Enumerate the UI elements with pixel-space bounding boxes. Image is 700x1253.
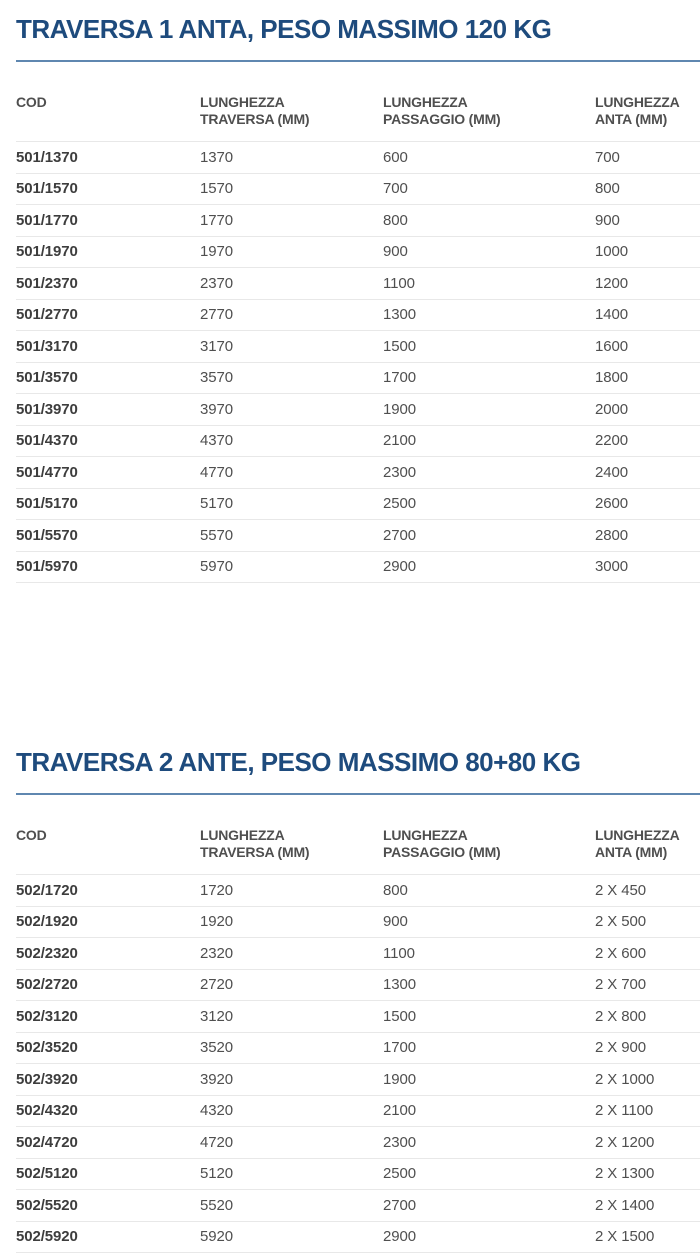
table-row <box>16 394 700 426</box>
cell-lunghezza-traversa: 4720 <box>200 1127 383 1159</box>
spec-table-2-ante <box>16 795 700 1253</box>
cell-cod: 502/3520 <box>16 1032 200 1064</box>
col-header-label: LUNGHEZZA ANTA (MM) <box>595 827 680 860</box>
cell-lunghezza-passaggio: 700 <box>383 173 595 205</box>
table-row <box>16 1064 700 1096</box>
cell-lunghezza-passaggio: 2500 <box>383 1158 595 1190</box>
cell-lunghezza-traversa: 2770 <box>200 299 383 331</box>
cell-lunghezza-passaggio: 1500 <box>383 331 595 363</box>
header-row <box>16 62 700 142</box>
cell-lunghezza-anta: 2600 <box>595 488 700 520</box>
col-header-label: COD <box>16 827 47 843</box>
cell-cod: 501/1770 <box>16 205 200 237</box>
col-header-label: LUNGHEZZA PASSAGGIO (MM) <box>383 94 501 127</box>
cell-lunghezza-traversa: 3120 <box>200 1001 383 1033</box>
cell-lunghezza-traversa: 3970 <box>200 394 383 426</box>
col-header-lunghezza-anta <box>595 62 700 142</box>
cell-lunghezza-passaggio: 2500 <box>383 488 595 520</box>
cell-cod: 502/5120 <box>16 1158 200 1190</box>
cell-lunghezza-traversa: 1970 <box>200 236 383 268</box>
cell-lunghezza-anta: 2 X 500 <box>595 906 700 938</box>
cell-lunghezza-anta: 2 X 1100 <box>595 1095 700 1127</box>
table-row <box>16 205 700 237</box>
col-header-label: LUNGHEZZA ANTA (MM) <box>595 94 680 127</box>
cell-lunghezza-anta: 2 X 1000 <box>595 1064 700 1096</box>
cell-lunghezza-passaggio: 2700 <box>383 520 595 552</box>
cell-lunghezza-anta: 2800 <box>595 520 700 552</box>
cell-cod: 502/4720 <box>16 1127 200 1159</box>
cell-lunghezza-anta: 1600 <box>595 331 700 363</box>
cell-lunghezza-passaggio: 1100 <box>383 938 595 970</box>
cell-cod: 502/5520 <box>16 1190 200 1222</box>
section-traversa-1-anta <box>16 0 700 583</box>
cell-lunghezza-anta: 2 X 600 <box>595 938 700 970</box>
cell-lunghezza-anta: 2 X 700 <box>595 969 700 1001</box>
cell-cod: 501/2370 <box>16 268 200 300</box>
table-row <box>16 875 700 907</box>
cell-lunghezza-traversa: 5520 <box>200 1190 383 1222</box>
cell-lunghezza-anta: 700 <box>595 142 700 174</box>
cell-lunghezza-passaggio: 2100 <box>383 425 595 457</box>
table-row <box>16 173 700 205</box>
cell-lunghezza-passaggio: 800 <box>383 875 595 907</box>
cell-cod: 502/3120 <box>16 1001 200 1033</box>
cell-lunghezza-anta: 2400 <box>595 457 700 489</box>
cell-lunghezza-traversa: 3170 <box>200 331 383 363</box>
table-row <box>16 236 700 268</box>
section-title: TRAVERSA 2 ANTE, PESO MASSIMO 80+80 KG <box>16 747 581 777</box>
cell-lunghezza-passaggio: 2300 <box>383 1127 595 1159</box>
col-header-lunghezza-traversa <box>200 62 383 142</box>
cell-lunghezza-passaggio: 2900 <box>383 1221 595 1253</box>
cell-lunghezza-passaggio: 1700 <box>383 362 595 394</box>
cell-lunghezza-traversa: 1720 <box>200 875 383 907</box>
cell-lunghezza-anta: 2 X 1300 <box>595 1158 700 1190</box>
cell-lunghezza-anta: 2 X 800 <box>595 1001 700 1033</box>
cell-lunghezza-passaggio: 600 <box>383 142 595 174</box>
table-row <box>16 1095 700 1127</box>
cell-lunghezza-passaggio: 900 <box>383 906 595 938</box>
cell-lunghezza-traversa: 1920 <box>200 906 383 938</box>
cell-lunghezza-passaggio: 1700 <box>383 1032 595 1064</box>
table-row <box>16 362 700 394</box>
cell-lunghezza-anta: 2 X 1500 <box>595 1221 700 1253</box>
cell-lunghezza-traversa: 1570 <box>200 173 383 205</box>
cell-cod: 501/5570 <box>16 520 200 552</box>
table-row <box>16 551 700 583</box>
cell-lunghezza-traversa: 4770 <box>200 457 383 489</box>
cell-cod: 502/1720 <box>16 875 200 907</box>
cell-lunghezza-traversa: 2370 <box>200 268 383 300</box>
col-header-lunghezza-passaggio <box>383 62 595 142</box>
cell-lunghezza-anta: 1200 <box>595 268 700 300</box>
col-header-label: LUNGHEZZA TRAVERSA (MM) <box>200 827 310 860</box>
cell-lunghezza-traversa: 3920 <box>200 1064 383 1096</box>
cell-lunghezza-passaggio: 800 <box>383 205 595 237</box>
cell-lunghezza-traversa: 2320 <box>200 938 383 970</box>
cell-lunghezza-passaggio: 1300 <box>383 969 595 1001</box>
cell-cod: 502/3920 <box>16 1064 200 1096</box>
cell-lunghezza-traversa: 4320 <box>200 1095 383 1127</box>
cell-cod: 501/3570 <box>16 362 200 394</box>
cell-lunghezza-anta: 2000 <box>595 394 700 426</box>
cell-lunghezza-passaggio: 1900 <box>383 394 595 426</box>
col-header-lunghezza-traversa <box>200 795 383 875</box>
cell-cod: 502/2720 <box>16 969 200 1001</box>
cell-lunghezza-passaggio: 2700 <box>383 1190 595 1222</box>
cell-lunghezza-traversa: 5120 <box>200 1158 383 1190</box>
col-header-label: LUNGHEZZA PASSAGGIO (MM) <box>383 827 501 860</box>
table-row <box>16 331 700 363</box>
cell-lunghezza-traversa: 3570 <box>200 362 383 394</box>
table-row <box>16 268 700 300</box>
cell-cod: 501/4370 <box>16 425 200 457</box>
cell-lunghezza-passaggio: 1100 <box>383 268 595 300</box>
table-row <box>16 1001 700 1033</box>
section-title: TRAVERSA 1 ANTA, PESO MASSIMO 120 KG <box>16 14 552 44</box>
cell-cod: 501/5170 <box>16 488 200 520</box>
table-row <box>16 1032 700 1064</box>
cell-lunghezza-passaggio: 2300 <box>383 457 595 489</box>
col-header-cod <box>16 62 200 142</box>
table-row <box>16 1158 700 1190</box>
table-row <box>16 969 700 1001</box>
cell-cod: 501/5970 <box>16 551 200 583</box>
col-header-cod <box>16 795 200 875</box>
cell-lunghezza-passaggio: 1900 <box>383 1064 595 1096</box>
cell-cod: 501/1370 <box>16 142 200 174</box>
cell-lunghezza-traversa: 3520 <box>200 1032 383 1064</box>
cell-lunghezza-anta: 2 X 1200 <box>595 1127 700 1159</box>
cell-cod: 501/1570 <box>16 173 200 205</box>
cell-cod: 501/4770 <box>16 457 200 489</box>
cell-lunghezza-anta: 900 <box>595 205 700 237</box>
cell-cod: 501/3170 <box>16 331 200 363</box>
cell-lunghezza-anta: 800 <box>595 173 700 205</box>
cell-cod: 502/2320 <box>16 938 200 970</box>
table-body <box>16 142 700 583</box>
cell-lunghezza-anta: 2 X 450 <box>595 875 700 907</box>
table-row <box>16 299 700 331</box>
cell-lunghezza-anta: 2 X 1400 <box>595 1190 700 1222</box>
table-row <box>16 142 700 174</box>
header-row <box>16 795 700 875</box>
table-row <box>16 1127 700 1159</box>
table-row <box>16 906 700 938</box>
cell-lunghezza-passaggio: 900 <box>383 236 595 268</box>
col-header-label: LUNGHEZZA TRAVERSA (MM) <box>200 94 310 127</box>
cell-lunghezza-traversa: 5570 <box>200 520 383 552</box>
cell-lunghezza-passaggio: 1300 <box>383 299 595 331</box>
cell-lunghezza-anta: 1000 <box>595 236 700 268</box>
section-traversa-2-ante <box>16 733 700 1253</box>
cell-lunghezza-passaggio: 2900 <box>383 551 595 583</box>
cell-lunghezza-passaggio: 1500 <box>383 1001 595 1033</box>
table-row <box>16 1221 700 1253</box>
table-row <box>16 457 700 489</box>
col-header-lunghezza-anta <box>595 795 700 875</box>
cell-lunghezza-traversa: 5170 <box>200 488 383 520</box>
col-header-lunghezza-passaggio <box>383 795 595 875</box>
cell-lunghezza-anta: 1400 <box>595 299 700 331</box>
cell-lunghezza-traversa: 5970 <box>200 551 383 583</box>
spec-table-1-anta <box>16 62 700 583</box>
cell-cod: 502/4320 <box>16 1095 200 1127</box>
cell-cod: 501/3970 <box>16 394 200 426</box>
cell-lunghezza-traversa: 1370 <box>200 142 383 174</box>
cell-cod: 501/1970 <box>16 236 200 268</box>
cell-lunghezza-anta: 3000 <box>595 551 700 583</box>
cell-cod: 501/2770 <box>16 299 200 331</box>
table-row <box>16 938 700 970</box>
cell-lunghezza-traversa: 1770 <box>200 205 383 237</box>
cell-lunghezza-passaggio: 2100 <box>383 1095 595 1127</box>
table-row <box>16 425 700 457</box>
cell-lunghezza-anta: 1800 <box>595 362 700 394</box>
cell-cod: 502/1920 <box>16 906 200 938</box>
table-row <box>16 520 700 552</box>
cell-lunghezza-anta: 2200 <box>595 425 700 457</box>
cell-lunghezza-anta: 2 X 900 <box>595 1032 700 1064</box>
cell-lunghezza-traversa: 2720 <box>200 969 383 1001</box>
cell-cod: 502/5920 <box>16 1221 200 1253</box>
col-header-label: COD <box>16 94 47 110</box>
cell-lunghezza-traversa: 4370 <box>200 425 383 457</box>
table-row <box>16 488 700 520</box>
table-body <box>16 875 700 1253</box>
table-row <box>16 1190 700 1222</box>
cell-lunghezza-traversa: 5920 <box>200 1221 383 1253</box>
